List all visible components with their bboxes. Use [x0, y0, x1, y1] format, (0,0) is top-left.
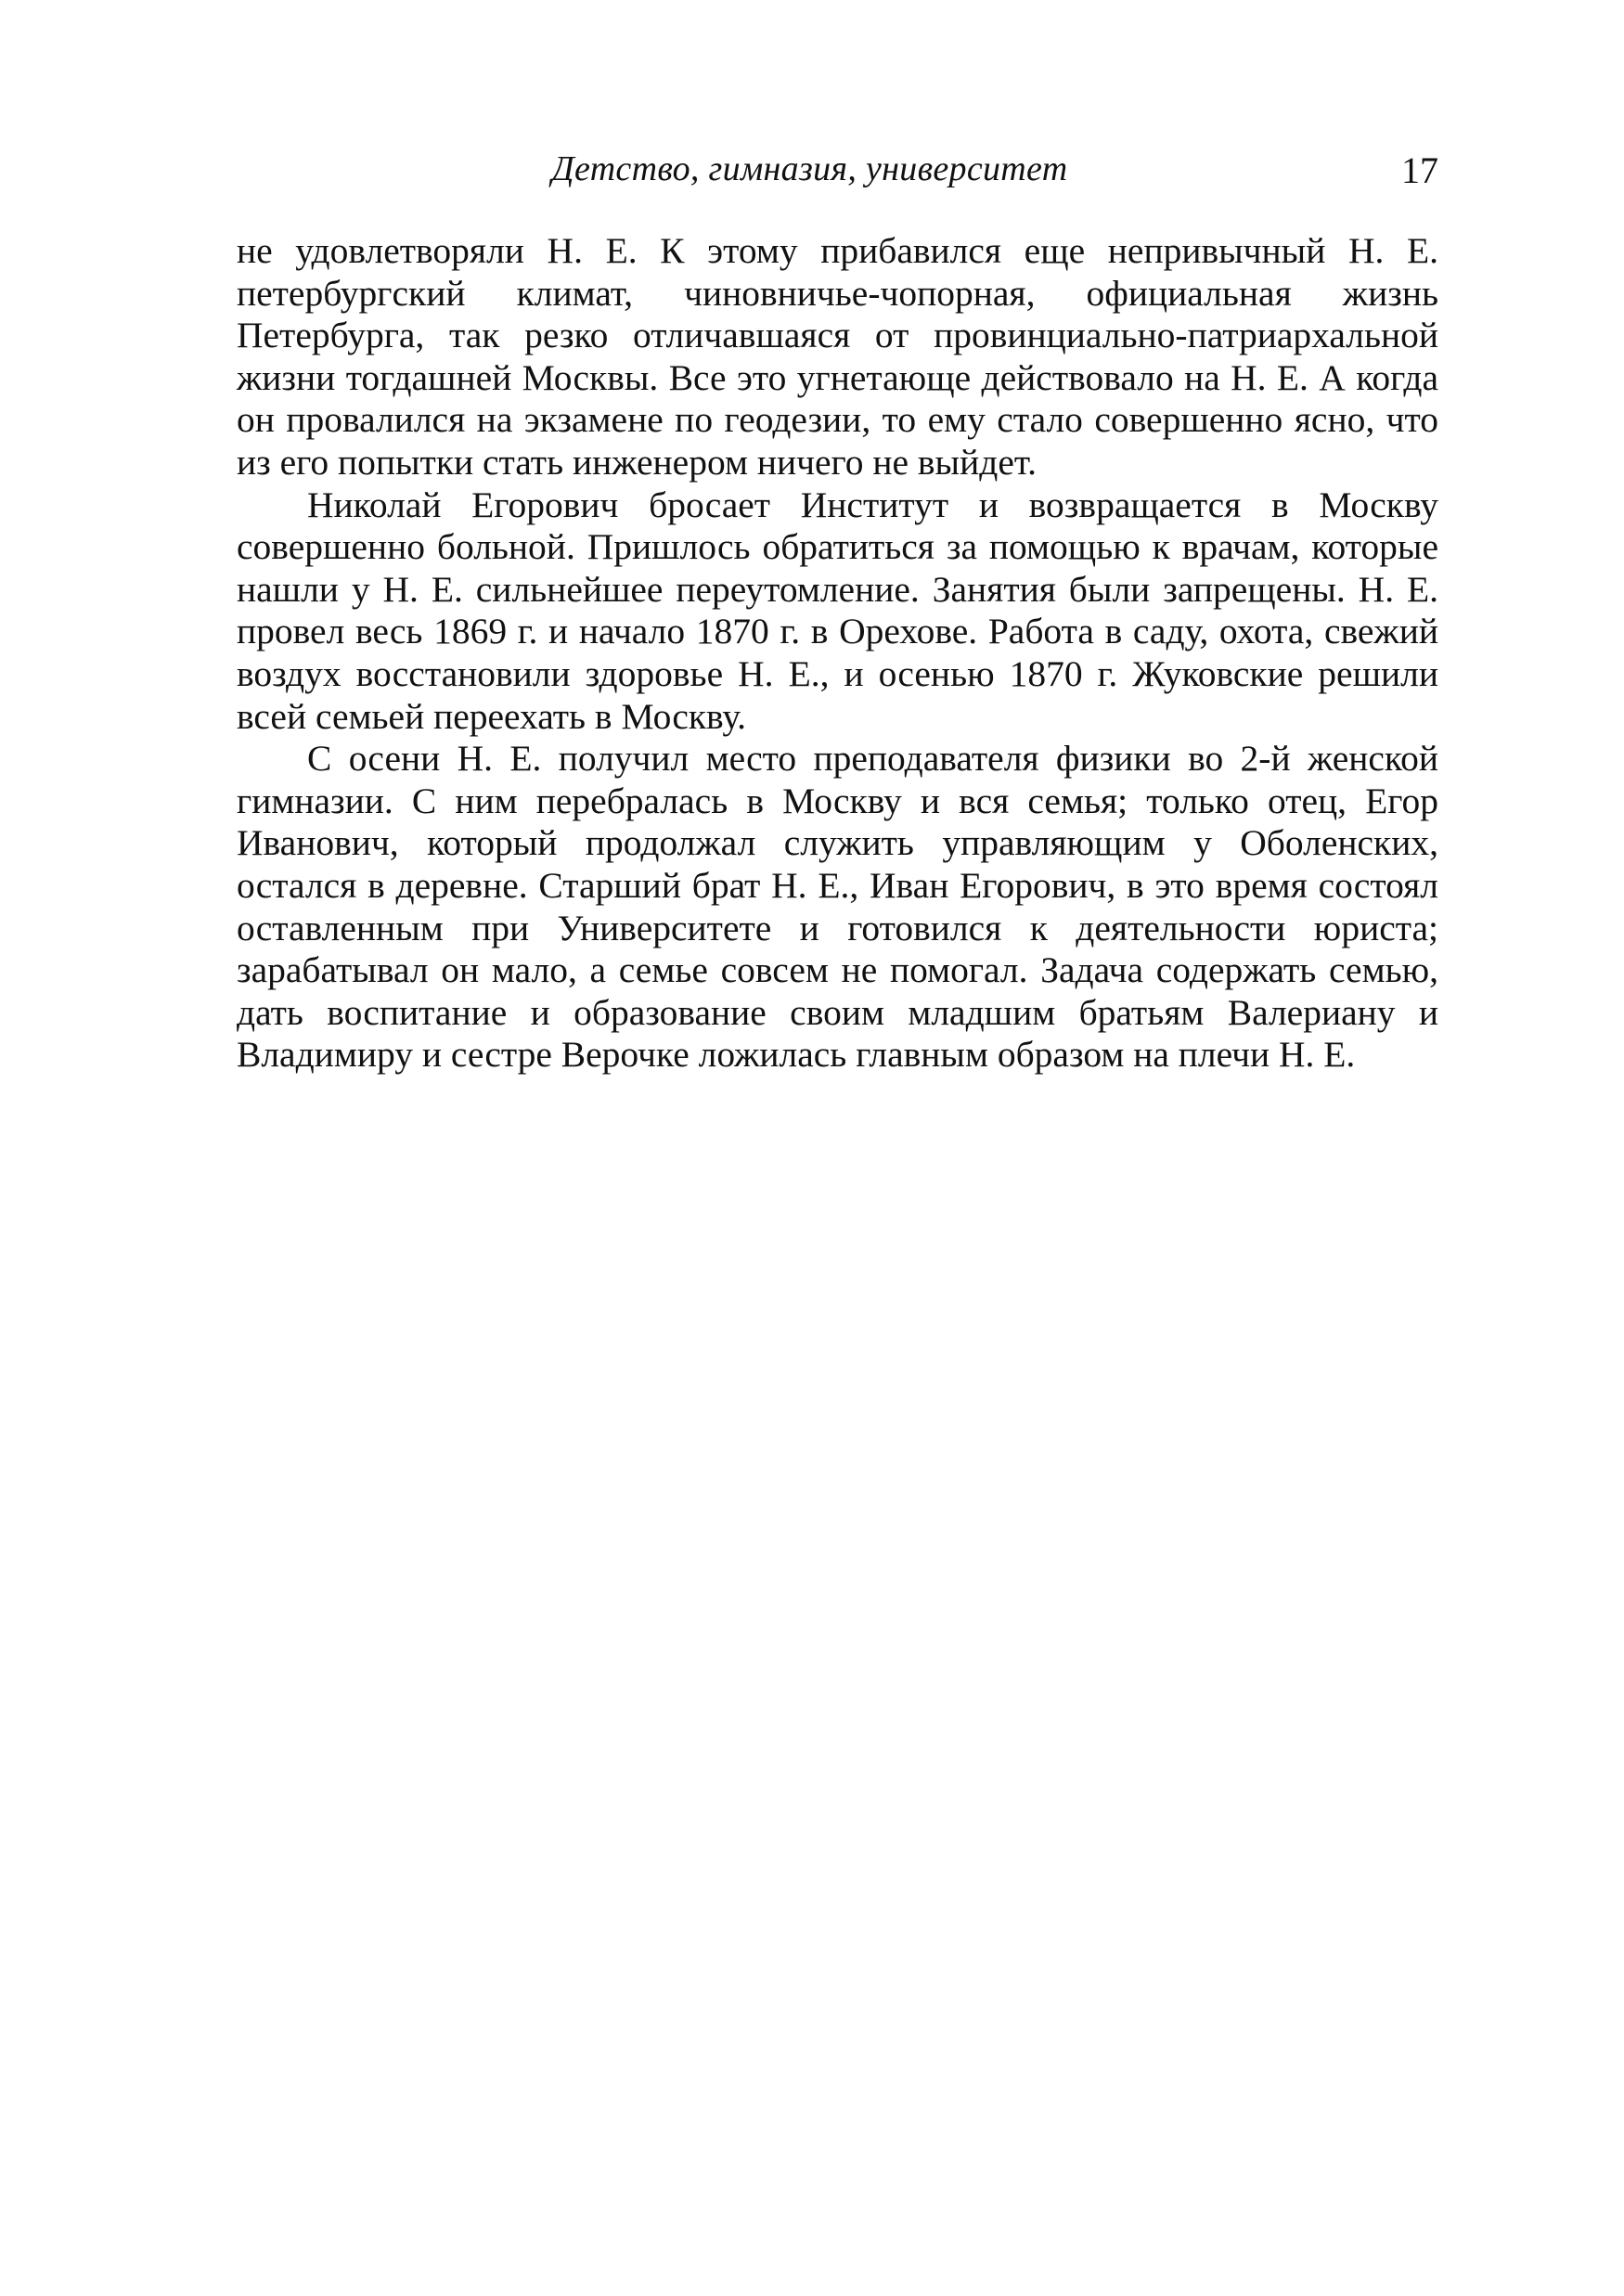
paragraph-1: не удовлетворяли Н. Е. К этому прибавился еще непривычный Н. Е. петербургский климат, чиновничье-чопорная, официальная жизнь Петербурга, так резко отличавшаяся от провинциально-патриархальной жизни тогдашней Москвы. Все это угнетающе действовало на Н. Е. А когда он провалился на экзамене по геодезии, то ему стало совершенно ясно, что из его попытки стать инженером ничего не выйдет. — [237, 230, 1438, 483]
body-text — [237, 230, 1438, 1077]
page-number: 17 — [1401, 149, 1438, 191]
paragraph-2: Николай Егорович бросает Институт и возвращается в Москву совершенно больной. Пришлось обратиться за помощью к врачам, которые нашли у Н. Е. сильнейшее переутомление. Занятия были запрещены. Н. Е. провел весь 1869 г. и начало 1870 г. в Орехове. Работа в саду, охота, свежий воздух восстановили здоровье Н. Е., и осенью 1870 г. Жуковские решили всей семьей переехать в Москву. — [237, 484, 1438, 737]
running-head — [237, 148, 1438, 204]
paragraph-3: С осени Н. Е. получил место преподавателя физики во 2-й женской гимназии. С ним перебралась в Москву и вся семья; только отец, Егор Иванович, который продолжал служить управляющим у Оболенских, остался в деревне. Старший брат Н. Е., Иван Егорович, в это время состоял оставленным при Университете и готовился к деятельности юриста; зарабатывал он мало, а семье совсем не помогал. Задача содержать семью, дать воспитание и образование своим младшим братьям Валериану и Владимиру и сестре Верочке ложилась главным образом на плечи Н. Е. — [237, 738, 1438, 1076]
running-title: Детство, гимназия, университет — [551, 149, 1068, 188]
